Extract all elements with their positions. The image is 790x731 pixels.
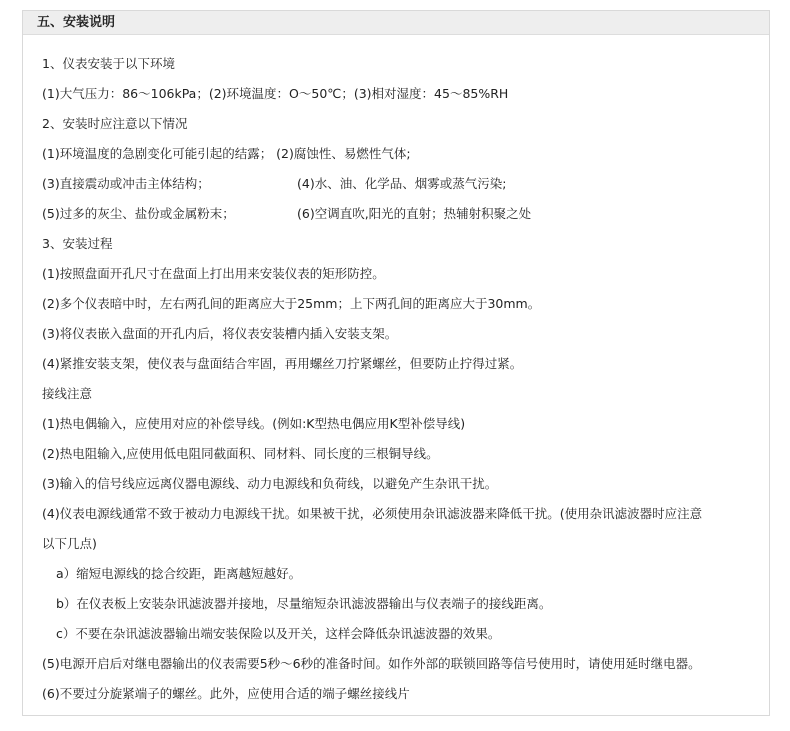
wiring-subitem-a: a）缩短电源线的捻合绞距，距离越短越好。 <box>56 566 302 581</box>
env-heading: 1、仪表安装于以下环境 <box>42 56 175 71</box>
caution-item-6: (6)空调直吹,阳光的直射；热辅射积聚之处 <box>297 206 532 221</box>
process-step-2: (2)多个仪表暗中时，左右两孔间的距离应大于25mm；上下两孔间的距离应大于30mm。 <box>42 296 541 311</box>
caution-item-3: (3)直接震动或冲击主体结构； <box>42 176 210 191</box>
wiring-item-2: (2)热电阻输入,应使用低电阻同截面积、同材料、同长度的三根铜导线。 <box>42 446 439 461</box>
wiring-heading: 接线注意 <box>42 386 93 401</box>
caution-item-4: (4)水、油、化学品、烟雾或蒸气污染; <box>297 176 507 191</box>
process-step-1: (1)按照盘面开孔尺寸在盘面上打出用来安装仪表的矩形防控。 <box>42 266 385 281</box>
caution-heading: 2、安装时应注意以下情况 <box>42 116 188 131</box>
env-conditions: (1)大气压力：86～106kPa；(2)环境温度：O～50℃；(3)相对湿度：45～85%RH <box>42 86 509 101</box>
wiring-item-5: (5)电源开启后对继电器输出的仪表需要5秒～6秒的准备时间。如作外部的联锁回路等信号使用时，请使用延时继电器。 <box>42 656 701 671</box>
wiring-subitem-b: b）在仪表板上安装杂讯滤波器并接地，尽量缩短杂讯滤波器输出与仪表端子的接线距离。 <box>56 596 552 611</box>
caution-row-3-4 <box>42 169 769 199</box>
installation-panel <box>22 10 770 716</box>
installation-content <box>23 35 769 709</box>
process-heading: 3、安装过程 <box>42 236 113 251</box>
wiring-item-4-continued: 以下几点) <box>42 536 97 551</box>
caution-item-1-2: (1)环境温度的急剧变化可能引起的结露； (2)腐蚀性、易燃性气体; <box>42 146 411 161</box>
wiring-subitem-c: c）不要在杂讯滤波器输出端安装保险以及开关，这样会降低杂讯滤波器的效果。 <box>56 626 501 641</box>
wiring-item-3: (3)输入的信号线应远离仪器电源线、动力电源线和负荷线，以避免产生杂讯干扰。 <box>42 476 498 491</box>
caution-item-5: (5)过多的灰尘、盐份或金属粉末； <box>42 206 235 221</box>
wiring-item-6: (6)不要过分旋紧端子的螺丝。此外，应使用合适的端子螺丝接线片 <box>42 686 410 701</box>
section-title: 五、安装说明 <box>23 11 769 35</box>
wiring-item-1: (1)热电偶输入，应使用对应的补偿导线。(例如:K型热电偶应用K型补偿导线) <box>42 416 466 431</box>
process-step-4: (4)紧推安装支架，使仪表与盘面结合牢固，再用螺丝刀拧紧螺丝，但要防止拧得过紧。 <box>42 356 523 371</box>
caution-row-5-6 <box>42 199 769 229</box>
process-step-3: (3)将仪表嵌入盘面的开孔内后，将仪表安装槽内插入安装支架。 <box>42 326 398 341</box>
wiring-item-4: (4)仪表电源线通常不致于被动力电源线干扰。如果被干扰，必须使用杂讯滤波器来降低干扰。(使用杂讯滤波器时应注意 <box>42 506 703 521</box>
